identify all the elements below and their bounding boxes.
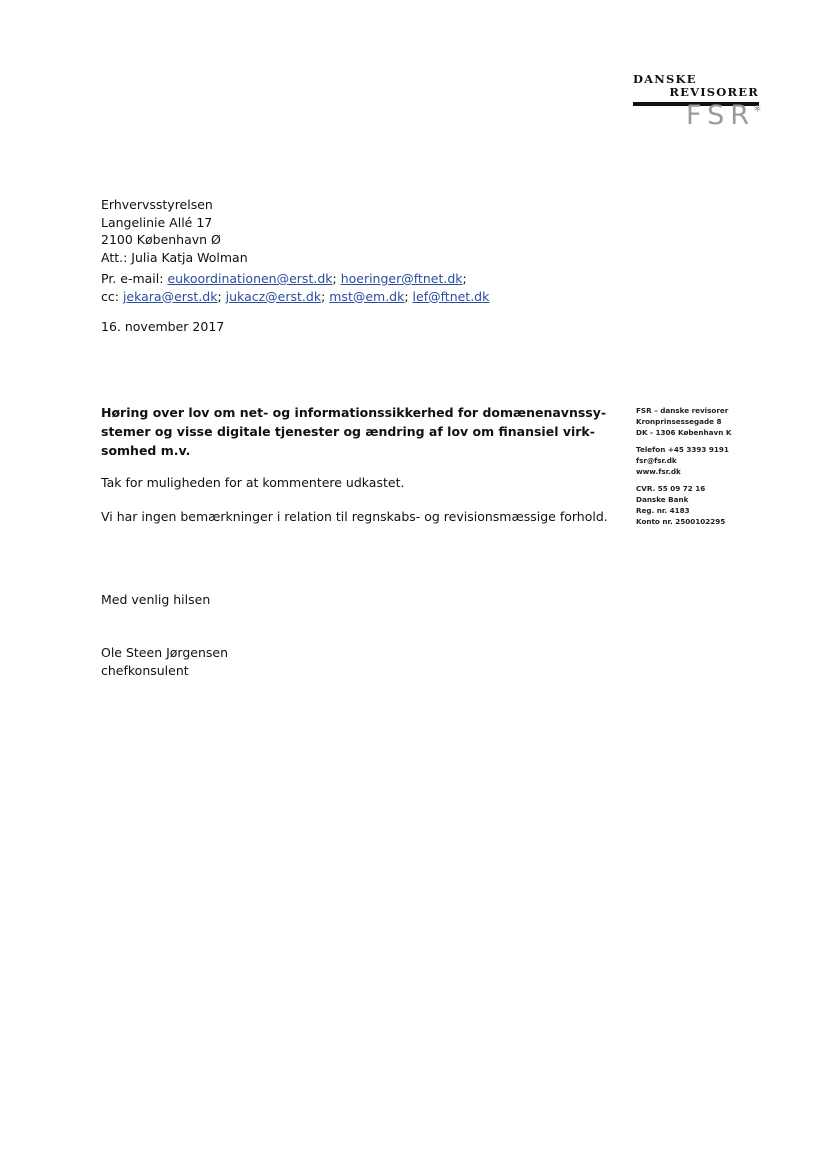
logo-star-icon: * bbox=[753, 102, 761, 120]
address-street: Langelinie Allé 17 bbox=[101, 214, 213, 230]
email-link[interactable]: hoeringer@ftnet.dk bbox=[340, 271, 463, 286]
sender-bank: Danske Bank bbox=[636, 495, 689, 504]
recipients-block bbox=[101, 270, 489, 305]
cc-label: cc: bbox=[101, 288, 123, 304]
sender-account: Konto nr. 2500102295 bbox=[636, 517, 726, 526]
sender-reg: Reg. nr. 4183 bbox=[636, 506, 690, 515]
sender-street: Kronprinsessegade 8 bbox=[636, 417, 722, 426]
signer-title: chefkonsulent bbox=[101, 662, 189, 678]
address-attention: Att.: Julia Katja Wolman bbox=[101, 249, 248, 265]
address-org: Erhvervsstyrelsen bbox=[101, 197, 213, 212]
sender-cvr: CVR. 55 09 72 16 bbox=[636, 484, 706, 493]
body-paragraph: Vi har ingen bemærkninger i relation til regnskabs- og revisionsmæssige forhold. bbox=[101, 509, 608, 524]
email-link[interactable]: eukoordinationen@erst.dk bbox=[167, 271, 333, 286]
subject-line: stemer og visse digitale tjenester og ændring af lov om finansiel virk- bbox=[101, 424, 595, 439]
email-label: Pr. e-mail: bbox=[101, 271, 168, 286]
body-paragraph: Tak for muligheden for at kommentere udkastet. bbox=[101, 475, 405, 490]
subject-line: Høring over lov om net- og informationssikkerhed for domænenavnssy- bbox=[101, 405, 607, 420]
sender-city: DK - 1306 København K bbox=[636, 428, 732, 437]
logo-text-danske: DANSKE bbox=[633, 72, 697, 86]
sender-name: FSR – danske revisorer bbox=[636, 406, 729, 415]
sender-email: fsr@fsr.dk bbox=[636, 456, 677, 465]
cc-link[interactable]: lef@ftnet.dk bbox=[412, 288, 490, 304]
fsr-logo bbox=[633, 72, 759, 134]
signer-name: Ole Steen Jørgensen bbox=[101, 645, 229, 660]
sender-web: www.fsr.dk bbox=[636, 467, 681, 476]
subject-line: somhed m.v. bbox=[101, 443, 191, 458]
cc-link[interactable]: jekara@erst.dk bbox=[122, 288, 218, 304]
logo-text-revisorer: REVISORER bbox=[669, 85, 759, 99]
closing-salutation: Med venlig hilsen bbox=[101, 592, 211, 607]
recipient-address bbox=[101, 196, 248, 266]
sender-info-sidebar bbox=[636, 405, 766, 527]
cc-line: cc: jekara@erst.dk; jukacz@erst.dk; mst@em.dk; lef@ftnet.dk bbox=[101, 288, 490, 304]
letter-subject bbox=[101, 403, 607, 460]
address-city: 2100 København Ø bbox=[101, 232, 221, 247]
cc-link[interactable]: jukacz@erst.dk bbox=[225, 288, 322, 304]
cc-link[interactable]: mst@em.dk bbox=[329, 288, 405, 304]
letter-date: 16. november 2017 bbox=[101, 319, 225, 334]
email-line: Pr. e-mail: eukoordinationen@erst.dk; hoeringer@ftnet.dk; bbox=[101, 271, 467, 286]
logo-mark-fsr: FSR bbox=[686, 100, 755, 131]
sender-phone: Telefon +45 3393 9191 bbox=[636, 445, 729, 454]
signature-block bbox=[101, 644, 228, 679]
